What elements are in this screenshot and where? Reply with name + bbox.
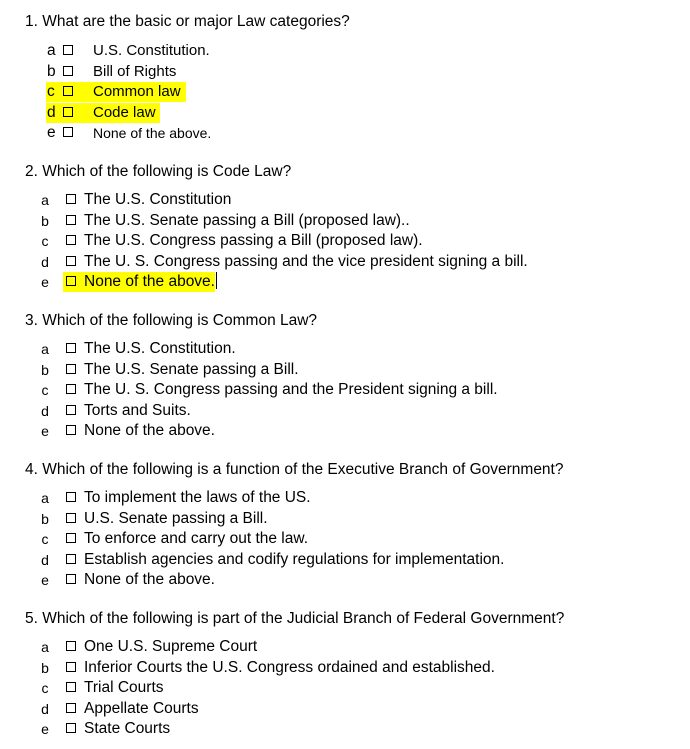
- option-row[interactable]: [0, 550, 690, 570]
- checkbox-icon[interactable]: [66, 723, 76, 733]
- option-letter: a: [47, 42, 56, 59]
- option-text: To implement the laws of the US.: [84, 489, 311, 506]
- question-title: 3. Which of the following is Common Law?: [25, 312, 318, 329]
- checkbox-icon[interactable]: [66, 405, 76, 415]
- checkbox-icon[interactable]: [66, 256, 76, 266]
- option-text: The U. S. Congress passing and the vice president signing a bill.: [84, 253, 528, 270]
- checkbox-icon[interactable]: [66, 235, 76, 245]
- option-row[interactable]: [0, 339, 690, 359]
- checkbox-icon[interactable]: [66, 554, 76, 564]
- checkbox-icon[interactable]: [66, 574, 76, 584]
- option-row[interactable]: [0, 637, 690, 657]
- option-row[interactable]: [0, 401, 690, 421]
- option-row[interactable]: [0, 488, 690, 508]
- option-letter: e: [41, 572, 49, 588]
- option-letter: c: [41, 680, 49, 696]
- option-row[interactable]: [0, 421, 690, 441]
- option-text: Torts and Suits.: [84, 402, 191, 419]
- option-letter: b: [47, 63, 56, 80]
- option-letter: c: [47, 83, 55, 100]
- option-letter: c: [41, 531, 49, 547]
- option-letter: a: [41, 639, 49, 655]
- option-text: One U.S. Supreme Court: [84, 638, 258, 655]
- checkbox-icon[interactable]: [66, 662, 76, 672]
- option-row[interactable]: [0, 509, 690, 529]
- option-row-highlighted[interactable]: [0, 82, 690, 102]
- option-text: Appellate Courts: [84, 700, 199, 717]
- option-text: The U.S. Senate passing a Bill.: [84, 361, 299, 378]
- option-text: Inferior Courts the U.S. Congress ordained and established.: [84, 659, 495, 676]
- option-text: Bill of Rights: [93, 63, 177, 80]
- option-letter: b: [41, 660, 49, 676]
- option-text: To enforce and carry out the law.: [84, 530, 309, 547]
- checkbox-icon[interactable]: [63, 107, 73, 117]
- option-letter: c: [41, 382, 49, 398]
- option-text: None of the above.: [93, 125, 212, 141]
- option-letter: a: [41, 490, 49, 506]
- option-letter: e: [41, 274, 49, 290]
- option-letter: d: [47, 104, 56, 121]
- option-letter: c: [41, 233, 49, 249]
- text-cursor: [216, 272, 217, 289]
- option-row-highlighted[interactable]: [0, 103, 690, 123]
- option-text: Establish agencies and codify regulations for implementation.: [84, 551, 505, 568]
- option-text: Common law: [93, 83, 181, 100]
- option-text: The U. S. Congress passing and the President signing a bill.: [84, 381, 498, 398]
- checkbox-icon[interactable]: [66, 641, 76, 651]
- checkbox-icon[interactable]: [66, 364, 76, 374]
- option-row[interactable]: [0, 529, 690, 549]
- option-row[interactable]: [0, 252, 690, 272]
- option-text: The U.S. Senate passing a Bill (proposed law)..: [84, 212, 410, 229]
- checkbox-icon[interactable]: [66, 194, 76, 204]
- option-letter: d: [41, 403, 49, 419]
- option-row[interactable]: [0, 211, 690, 231]
- checkbox-icon[interactable]: [63, 86, 73, 96]
- checkbox-icon[interactable]: [63, 127, 73, 137]
- option-text: The U.S. Constitution: [84, 191, 232, 208]
- option-letter: d: [41, 552, 49, 568]
- option-text: Trial Courts: [84, 679, 164, 696]
- option-row[interactable]: [0, 62, 690, 82]
- option-row[interactable]: [0, 658, 690, 678]
- option-row[interactable]: [0, 360, 690, 380]
- question-title: 4. Which of the following is a function of the Executive Branch of Government?: [25, 461, 564, 478]
- checkbox-icon[interactable]: [66, 682, 76, 692]
- option-row[interactable]: [0, 678, 690, 698]
- question-title: 2. Which of the following is Code Law?: [25, 163, 292, 180]
- checkbox-icon[interactable]: [66, 215, 76, 225]
- checkbox-icon[interactable]: [66, 533, 76, 543]
- option-row[interactable]: [0, 41, 690, 61]
- option-text: The U.S. Congress passing a Bill (proposed law).: [84, 232, 423, 249]
- option-letter: d: [41, 701, 49, 717]
- checkbox-icon[interactable]: [66, 513, 76, 523]
- checkbox-icon[interactable]: [66, 703, 76, 713]
- option-letter: d: [41, 254, 49, 270]
- option-text: None of the above.: [84, 422, 215, 439]
- checkbox-icon[interactable]: [66, 425, 76, 435]
- option-letter: b: [41, 213, 49, 229]
- question-title: 5. Which of the following is part of the Judicial Branch of Federal Government?: [25, 610, 565, 627]
- question-title: 1. What are the basic or major Law categories?: [25, 13, 350, 30]
- option-text: Code law: [93, 104, 156, 121]
- checkbox-icon[interactable]: [66, 343, 76, 353]
- option-row[interactable]: [0, 570, 690, 590]
- option-row[interactable]: [0, 719, 690, 739]
- checkbox-icon[interactable]: [66, 384, 76, 394]
- option-letter: e: [41, 423, 49, 439]
- option-row[interactable]: [0, 380, 690, 400]
- option-text-wrap: [84, 272, 217, 292]
- option-letter: a: [41, 192, 49, 208]
- option-text: None of the above.: [84, 273, 215, 290]
- option-row[interactable]: [0, 190, 690, 210]
- option-text: State Courts: [84, 720, 171, 737]
- option-text: U.S. Constitution.: [93, 42, 210, 59]
- checkbox-icon[interactable]: [66, 492, 76, 502]
- option-letter: e: [47, 124, 56, 141]
- checkbox-icon[interactable]: [66, 276, 76, 286]
- option-letter: b: [41, 511, 49, 527]
- checkbox-icon[interactable]: [63, 45, 73, 55]
- checkbox-icon[interactable]: [63, 66, 73, 76]
- option-row[interactable]: [0, 123, 690, 143]
- option-row-highlighted[interactable]: [0, 272, 690, 292]
- option-row[interactable]: [0, 699, 690, 719]
- option-letter: e: [41, 721, 49, 737]
- option-letter: b: [41, 362, 49, 378]
- option-text: The U.S. Constitution.: [84, 340, 236, 357]
- option-text: U.S. Senate passing a Bill.: [84, 510, 268, 527]
- option-letter: a: [41, 341, 49, 357]
- option-row[interactable]: [0, 231, 690, 251]
- option-text: None of the above.: [84, 571, 215, 588]
